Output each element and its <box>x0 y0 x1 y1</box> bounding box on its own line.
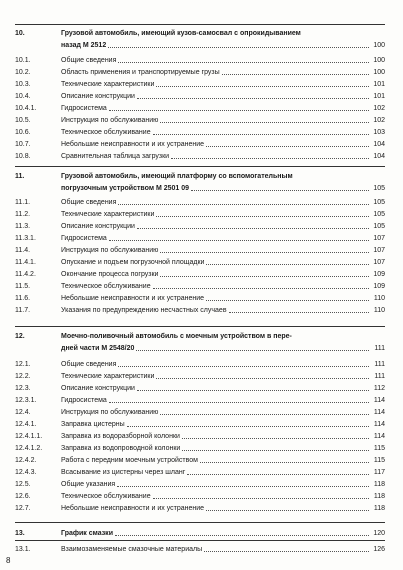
entry-number: 12.2. <box>15 373 31 380</box>
page-ref: 101 <box>373 93 385 100</box>
page-ref: 115 <box>373 445 385 452</box>
page-number: 8 <box>6 556 11 565</box>
entry-title: Заправка из водопроводной колонки <box>61 445 181 452</box>
page-ref: 107 <box>373 259 385 266</box>
toc-entry <box>15 220 385 230</box>
entry-title: Инструкция по обслуживанию <box>61 247 159 254</box>
page-ref: 109 <box>373 271 385 278</box>
leader-dots <box>182 437 369 439</box>
page-ref: 104 <box>373 153 385 160</box>
section-number: 10. <box>15 30 25 37</box>
page-ref: 126 <box>373 546 385 553</box>
toc-entry <box>15 418 385 428</box>
section-heading-12-line2 <box>15 342 385 352</box>
section-divider <box>15 540 385 541</box>
entry-title: Технические характеристики <box>61 373 155 380</box>
section-title-line2: погрузочным устройством М 2501 09 <box>61 185 190 192</box>
entry-title: Описание конструкции <box>61 223 135 230</box>
entry-title: Общие сведения <box>61 361 117 368</box>
entry-number: 11.3. <box>15 223 31 230</box>
entry-number: 11.2. <box>15 211 31 218</box>
entry-number: 12.7. <box>15 505 31 512</box>
page-ref: 107 <box>373 247 385 254</box>
leader-dots <box>127 425 369 427</box>
toc-entry <box>15 66 385 76</box>
page-ref: 109 <box>373 283 385 290</box>
entry-title: Технические характеристики <box>61 211 155 218</box>
toc-entry <box>15 358 385 368</box>
entry-title: Техническое обслуживание <box>61 129 151 136</box>
section-title-line2: назад М 2512 <box>61 42 107 49</box>
toc-entry <box>15 150 385 160</box>
page-ref: 105 <box>373 185 385 192</box>
entry-number: 12.3. <box>15 385 31 392</box>
entry-title: Общие сведения <box>61 199 117 206</box>
entry-number: 10.4.1. <box>15 105 37 112</box>
toc-entry <box>15 102 385 112</box>
leader-dots <box>109 401 369 403</box>
leader-dots <box>222 73 369 75</box>
page-ref: 100 <box>373 57 385 64</box>
entry-number: 12.4.3. <box>15 469 37 476</box>
toc-entry <box>15 256 385 266</box>
entry-number: 12.4.1. <box>15 421 37 428</box>
leader-dots <box>206 263 369 265</box>
entry-number: 10.4. <box>15 93 31 100</box>
entry-title: Небольшие неисправности и их устранение <box>61 505 205 512</box>
toc-entry <box>15 126 385 136</box>
entry-number: 12.6. <box>15 493 31 500</box>
leader-dots <box>229 311 369 313</box>
entry-title: Заправка из водоразборной колонки <box>61 433 180 440</box>
toc-entry <box>15 244 385 254</box>
leader-dots <box>156 215 369 217</box>
leader-dots <box>108 46 369 48</box>
toc-entry <box>15 232 385 242</box>
entry-number: 12.3.1. <box>15 397 37 404</box>
page-ref: 105 <box>373 223 385 230</box>
toc-entry <box>15 490 385 500</box>
toc-entry <box>15 78 385 88</box>
leader-dots <box>160 121 369 123</box>
toc-entry <box>15 54 385 64</box>
entry-title: Гидросистема <box>61 397 107 404</box>
entry-title: Указания по предупреждению несчастных случаев <box>61 307 227 314</box>
leader-dots <box>118 203 369 205</box>
section-divider <box>15 522 385 523</box>
leader-dots <box>182 449 369 451</box>
entry-title: Опускание и подъем погрузочной площадки <box>61 259 205 266</box>
leader-dots <box>156 85 369 87</box>
page-ref: 100 <box>373 42 385 49</box>
section-heading-11-line2 <box>15 182 385 192</box>
toc-entry <box>15 304 385 314</box>
page-ref: 100 <box>373 69 385 76</box>
entry-number: 10.5. <box>15 117 31 124</box>
entry-title: Описание конструкции <box>61 385 135 392</box>
section-title-line1: Моечно-поливочный автомобиль с моечным устройством в пере- <box>61 333 292 340</box>
entry-number: 11.6. <box>15 295 31 302</box>
entry-title: Всасывание из цистерны через шланг <box>61 469 186 476</box>
entry-title: Общие сведения <box>61 57 117 64</box>
page-ref: 111 <box>374 345 385 352</box>
entry-number: 11.4.1. <box>15 259 36 266</box>
leader-dots <box>153 287 369 289</box>
leader-dots <box>109 239 369 241</box>
entry-number: 12.4.1.2. <box>15 445 43 452</box>
toc-entry <box>15 114 385 124</box>
leader-dots <box>200 461 369 463</box>
section-divider <box>15 166 385 167</box>
entry-number: 10.7. <box>15 141 31 148</box>
page-ref: 102 <box>373 105 385 112</box>
leader-dots <box>109 109 369 111</box>
leader-dots <box>160 275 369 277</box>
leader-dots <box>115 534 369 536</box>
entry-title: Окончание процесса погрузки <box>61 271 159 278</box>
section-title-line2: дней части М 2548/20 <box>61 345 135 352</box>
section-divider <box>15 24 385 25</box>
toc-entry <box>15 466 385 476</box>
page-ref: 110 <box>373 295 385 302</box>
page-ref: 118 <box>373 481 385 488</box>
toc-entry <box>15 382 385 392</box>
toc-entry <box>15 394 385 404</box>
leader-dots <box>191 189 369 191</box>
toc-entry <box>15 370 385 380</box>
entry-title: Сравнительная таблица загрузки <box>61 153 170 160</box>
toc-entry <box>15 442 385 452</box>
leader-dots <box>136 349 369 351</box>
page-ref: 102 <box>373 117 385 124</box>
leader-dots <box>160 251 369 253</box>
page-ref: 117 <box>373 469 385 476</box>
page-ref: 114 <box>373 409 385 416</box>
entry-number: 12.4.1.1. <box>15 433 43 440</box>
page-ref: 114 <box>373 433 385 440</box>
toc-entry <box>15 196 385 206</box>
entry-number: 12.4.2. <box>15 457 37 464</box>
leader-dots <box>153 133 369 135</box>
section-heading-11 <box>15 170 385 180</box>
entry-title: Небольшие неисправности и их устранение <box>61 295 205 302</box>
entry-number: 11.5. <box>15 283 31 290</box>
entry-number: 11.3.1. <box>15 235 36 242</box>
page-ref: 114 <box>373 397 385 404</box>
page-ref: 101 <box>373 81 385 88</box>
toc-entry <box>15 280 385 290</box>
section-divider <box>15 326 385 327</box>
leader-dots <box>153 497 369 499</box>
entry-number: 11.4.2. <box>15 271 36 278</box>
entry-number: 12.5. <box>15 481 31 488</box>
entry-title: Область применения и транспортируемые грузы <box>61 69 220 76</box>
section-heading-12 <box>15 330 385 340</box>
leader-dots <box>117 485 369 487</box>
section-title-line1: Грузовой автомобиль, имеющий кузов-самосвал с опрокидыванием <box>61 30 301 37</box>
page-ref: 118 <box>373 493 385 500</box>
page-ref: 111 <box>374 373 385 380</box>
entry-title: Техническое обслуживание <box>61 493 151 500</box>
leader-dots <box>187 473 369 475</box>
entry-number: 10.2. <box>15 69 31 76</box>
leader-dots <box>206 145 369 147</box>
leader-dots <box>118 61 369 63</box>
entry-title: Инструкция по обслуживанию <box>61 409 159 416</box>
page-ref: 114 <box>373 421 385 428</box>
section-heading-13 <box>15 527 385 537</box>
page-ref: 105 <box>373 211 385 218</box>
leader-dots <box>118 365 369 367</box>
section-heading-10 <box>15 27 385 37</box>
entry-number: 12.1. <box>15 361 31 368</box>
page-ref: 110 <box>373 307 385 314</box>
entry-title: Гидросистема <box>61 235 107 242</box>
section-number: 12. <box>15 333 25 340</box>
toc-entry <box>15 543 385 553</box>
entry-number: 10.6. <box>15 129 31 136</box>
leader-dots <box>204 550 369 552</box>
leader-dots <box>156 377 369 379</box>
entry-title: Взаимозаменяемые смазочные материалы <box>61 546 203 553</box>
entry-number: 10.1. <box>15 57 31 64</box>
entry-number: 12.4. <box>15 409 31 416</box>
leader-dots <box>206 509 369 511</box>
entry-number: 11.1. <box>15 199 31 206</box>
toc-entry <box>15 208 385 218</box>
entry-title: Работа с передним моечным устройством <box>61 457 198 464</box>
page-ref: 103 <box>373 129 385 136</box>
leader-dots <box>137 97 369 99</box>
page-ref: 112 <box>373 385 385 392</box>
page-ref: 104 <box>373 141 385 148</box>
entry-title: Общие указания <box>61 481 116 488</box>
page-ref: 120 <box>373 530 385 537</box>
toc-entry <box>15 478 385 488</box>
page-ref: 111 <box>374 361 385 368</box>
leader-dots <box>171 157 369 159</box>
page-ref: 107 <box>373 235 385 242</box>
entry-title: Небольшие неисправности и их устранение <box>61 141 205 148</box>
entry-title: Заправка цистерны <box>61 421 125 428</box>
toc-entry <box>15 430 385 440</box>
toc-entry <box>15 292 385 302</box>
entry-title: Описание конструкции <box>61 93 135 100</box>
toc-entry <box>15 454 385 464</box>
entry-number: 10.8. <box>15 153 31 160</box>
toc-entry <box>15 90 385 100</box>
leader-dots <box>160 413 369 415</box>
page-ref: 105 <box>373 199 385 206</box>
entry-number: 13.1. <box>15 546 31 553</box>
entry-title: Технические характеристики <box>61 81 155 88</box>
leader-dots <box>137 227 369 229</box>
page-ref: 118 <box>373 505 385 512</box>
leader-dots <box>137 389 369 391</box>
section-title: График смазки <box>61 530 113 537</box>
entry-number: 11.4. <box>15 247 31 254</box>
toc-entry <box>15 502 385 512</box>
section-number: 11. <box>15 173 25 180</box>
toc-entry <box>15 268 385 278</box>
section-number: 13. <box>15 530 25 537</box>
page-ref: 115 <box>373 457 385 464</box>
entry-title: Гидросистема <box>61 105 107 112</box>
toc-entry <box>15 406 385 416</box>
leader-dots <box>206 299 369 301</box>
entry-title: Техническое обслуживание <box>61 283 151 290</box>
section-title-line1: Грузовой автомобиль, имеющий платформу со вспомогательным <box>61 173 293 180</box>
toc-entry <box>15 138 385 148</box>
entry-number: 11.7. <box>15 307 31 314</box>
entry-title: Инструкция по обслуживанию <box>61 117 159 124</box>
section-heading-10-line2 <box>15 39 385 49</box>
entry-number: 10.3. <box>15 81 31 88</box>
